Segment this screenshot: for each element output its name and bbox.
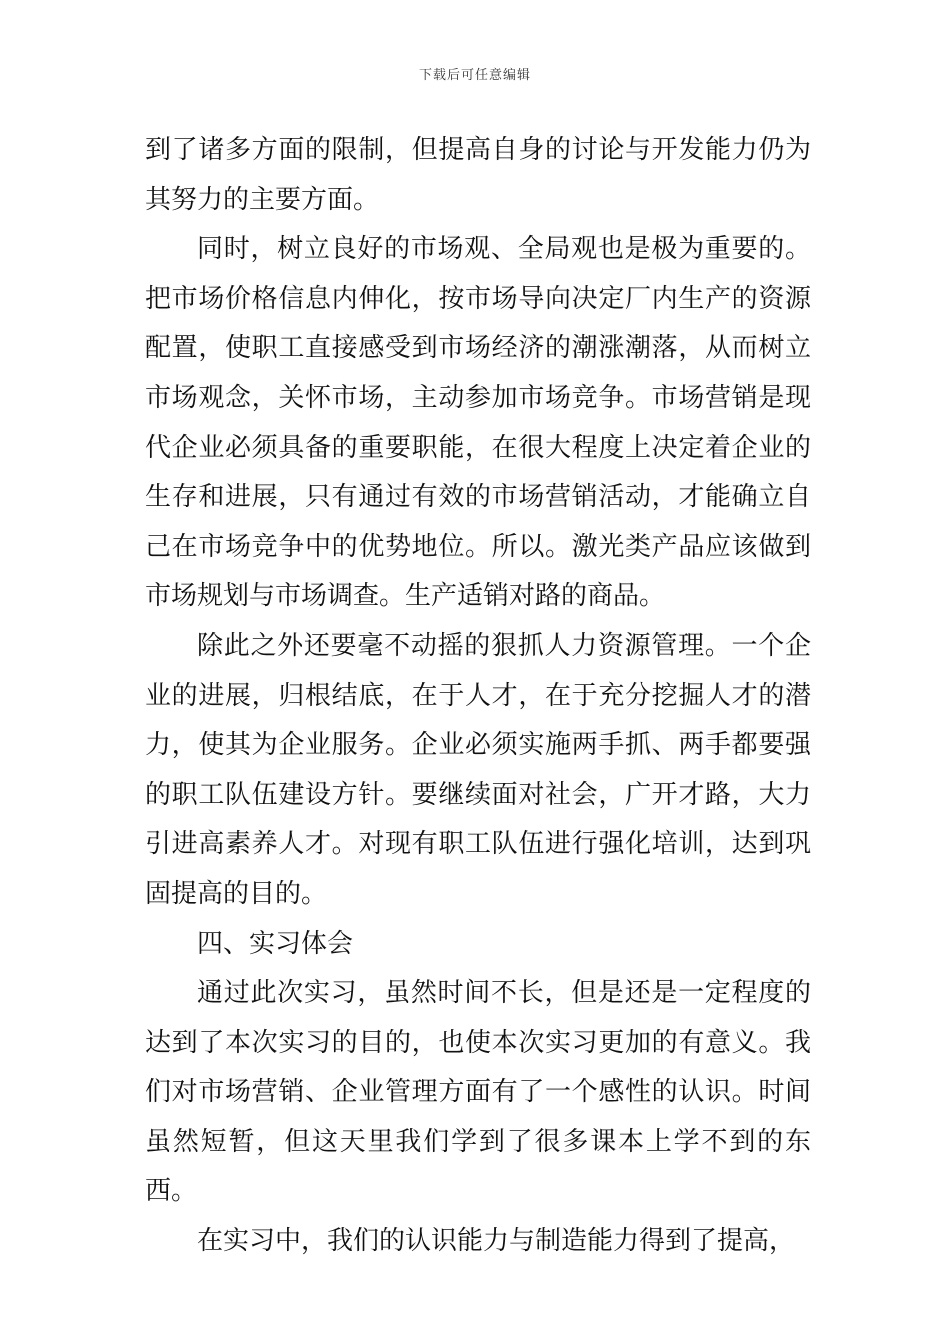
document-body	[145, 126, 811, 1267]
paragraph-market-view: 同时，树立良好的市场观、全局观也是极为重要的。把市场价格信息内伸化，按市场导向决定厂内生产的资源配置，使职工直接感受到市场经济的潮涨潮落，从而树立市场观念，关怀市场，主动参加市场竞争。市场营销是现代企业必须具备的重要职能，在很大程度上决定着企业的生存和进展，只有通过有效的市场营销活动，才能确立自己在市场竞争中的优势地位。所以。激光类产品应该做到市场规划与市场调查。生产适销对路的商品。	[145, 234, 811, 612]
paragraph-continuation: 到了诸多方面的限制，但提高自身的讨论与开发能力仍为其努力的主要方面。	[145, 135, 811, 215]
paragraph-internship-reflection: 通过此次实习，虽然时间不长，但是还是一定程度的达到了本次实习的目的，也使本次实习更加的有意义。我们对市场营销、企业管理方面有了一个感性的认识。时间虽然短暂，但这天里我们学到了很多课本上学不到的东西。	[145, 978, 811, 1207]
page-header-note: 下载后可任意编辑	[418, 68, 531, 83]
section-heading: 四、实习体会	[197, 928, 354, 959]
paragraph-hr-management: 除此之外还要毫不动摇的狠抓人力资源管理。一个企业的进展，归根结底，在于人才，在于充分挖掘人才的潜力，使其为企业服务。企业必须实施两手抓、两手都要强的职工队伍建设方针。要继续面对社会，广开才路，大力引进高素养人才。对现有职工队伍进行强化培训，达到巩固提高的目的。	[145, 630, 811, 909]
paragraph-ability-improvement: 在实习中，我们的认识能力与制造能力得到了提高，	[197, 1226, 796, 1257]
